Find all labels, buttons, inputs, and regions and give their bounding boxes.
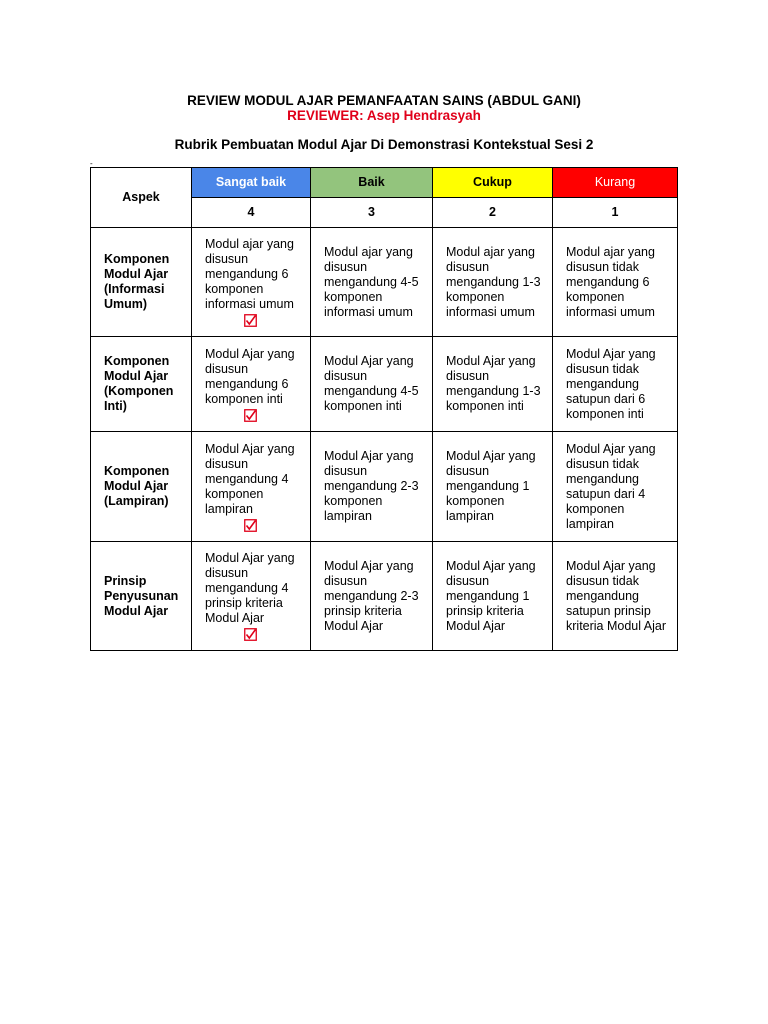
reviewer-name: REVIEWER: Asep Hendrasyah (287, 108, 481, 123)
aspek-cell: Komponen Modul Ajar (Lampiran) (91, 432, 192, 542)
checkbox-checked-icon (244, 409, 257, 422)
criteria-text: Modul Ajar yang disusun mengandung 6 komponen inti (205, 346, 295, 406)
criteria-text: Modul ajar yang disusun mengandung 1-3 komponen informasi umum (446, 244, 541, 319)
level-header-kurang: Kurang (553, 168, 678, 198)
score-4: 4 (192, 198, 311, 228)
criteria-cell (192, 337, 311, 432)
criteria-text: Modul Ajar yang disusun tidak mengandung satupun dari 6 komponen inti (566, 346, 656, 421)
criteria-cell (433, 337, 553, 432)
criteria-text: Modul Ajar yang disusun mengandung 1 komponen lampiran (446, 449, 536, 523)
criteria-cell (553, 337, 678, 432)
table-row (91, 432, 678, 542)
criteria-cell (192, 432, 311, 542)
criteria-text: Modul Ajar yang disusun mengandung 4-5 komponen inti (324, 354, 419, 413)
stray-mark: - (90, 159, 93, 168)
score-2: 2 (433, 198, 553, 228)
score-3: 3 (311, 198, 433, 228)
criteria-cell (192, 228, 311, 337)
table-row (91, 228, 678, 337)
rubric-subtitle: Rubrik Pembuatan Modul Ajar Di Demonstrasi Kontekstual Sesi 2 (174, 137, 594, 152)
table-row (91, 337, 678, 432)
criteria-cell (192, 542, 311, 651)
criteria-cell (311, 337, 433, 432)
level-header-baik: Baik (311, 168, 433, 198)
aspek-cell: Komponen Modul Ajar (Komponen Inti) (91, 337, 192, 432)
criteria-cell (553, 542, 678, 651)
aspek-cell: Komponen Modul Ajar (Informasi Umum) (91, 228, 192, 337)
aspek-header: Aspek (91, 168, 192, 228)
aspek-cell: Prinsip Penyusunan Modul Ajar (91, 542, 192, 651)
criteria-text: Modul Ajar yang disusun mengandung 2-3 prinsip kriteria Modul Ajar (324, 558, 419, 633)
criteria-cell (433, 542, 553, 651)
criteria-cell (311, 432, 433, 542)
criteria-cell (553, 228, 678, 337)
rubric-table (90, 167, 678, 651)
criteria-cell (311, 542, 433, 651)
table-row (91, 542, 678, 651)
criteria-text: Modul ajar yang disusun tidak mengandung 6 komponen informasi umum (566, 244, 655, 319)
criteria-cell (433, 228, 553, 337)
header-row (91, 168, 678, 198)
document-title: REVIEW MODUL AJAR PEMANFAATAN SAINS (ABDUL GANI) (187, 93, 581, 108)
checkbox-checked-icon (244, 628, 257, 641)
criteria-cell (553, 432, 678, 542)
criteria-text: Modul Ajar yang disusun mengandung 4 prinsip kriteria Modul Ajar (205, 551, 295, 625)
criteria-text: Modul Ajar yang disusun mengandung 1 prinsip kriteria Modul Ajar (446, 558, 536, 633)
criteria-text: Modul Ajar yang disusun mengandung 2-3 komponen lampiran (324, 449, 419, 523)
criteria-text: Modul Ajar yang disusun tidak mengandung satupun prinsip kriteria Modul Ajar (566, 558, 667, 633)
checkbox-checked-icon (244, 519, 257, 532)
criteria-cell (311, 228, 433, 337)
criteria-text: Modul Ajar yang disusun mengandung 4 komponen lampiran (205, 441, 295, 516)
criteria-text: Modul Ajar yang disusun tidak mengandung satupun dari 4 komponen lampiran (566, 441, 656, 531)
score-1: 1 (553, 198, 678, 228)
level-header-cukup: Cukup (433, 168, 553, 198)
criteria-text: Modul ajar yang disusun mengandung 4-5 komponen informasi umum (324, 244, 419, 319)
criteria-text: Modul Ajar yang disusun mengandung 1-3 komponen inti (446, 354, 541, 413)
criteria-cell (433, 432, 553, 542)
checkbox-checked-icon (244, 314, 257, 327)
level-header-sangat-baik: Sangat baik (192, 168, 311, 198)
criteria-text: Modul ajar yang disusun mengandung 6 komponen informasi umum (205, 237, 294, 311)
